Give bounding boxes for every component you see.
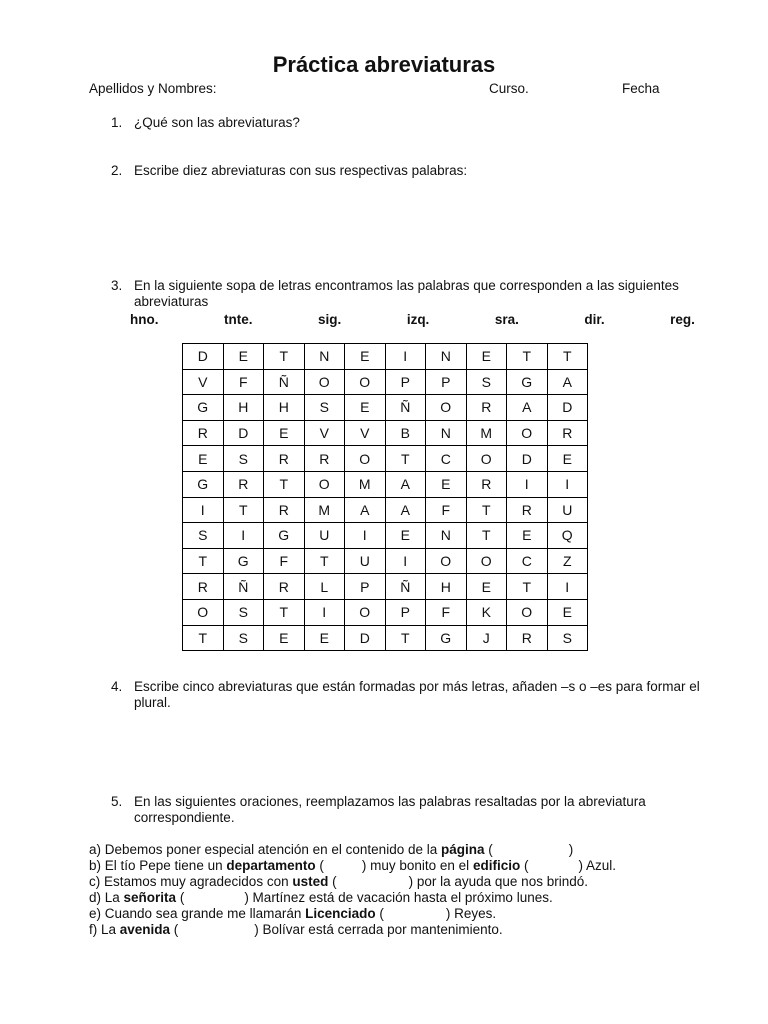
grid-row (183, 471, 588, 497)
grid-cell[interactable]: I (385, 548, 426, 574)
grid-cell[interactable]: N (426, 420, 467, 446)
grid-cell[interactable]: Q (547, 523, 588, 549)
grid-row (183, 625, 588, 651)
grid-cell[interactable]: O (345, 369, 386, 395)
grid-cell[interactable]: Z (547, 548, 588, 574)
abbreviation: sra. (494, 312, 519, 327)
grid-row (183, 446, 588, 472)
grid-cell[interactable]: R (547, 420, 588, 446)
grid-cell[interactable]: A (547, 369, 588, 395)
grid-cell[interactable]: A (345, 497, 386, 523)
grid-cell[interactable]: E (547, 599, 588, 625)
grid-cell[interactable]: G (223, 548, 264, 574)
grid-cell[interactable]: R (183, 574, 224, 600)
abbreviation: tnte. (224, 312, 253, 327)
highlighted-word: señorita (123, 890, 177, 905)
grid-cell[interactable]: G (183, 395, 224, 421)
grid-cell[interactable]: O (466, 446, 507, 472)
highlighted-word: Licenciado (305, 906, 376, 921)
grid-row (183, 574, 588, 600)
grid-cell[interactable]: I (507, 471, 548, 497)
grid-cell[interactable]: G (183, 471, 224, 497)
abbreviation-list (130, 312, 695, 327)
grid-row (183, 548, 588, 574)
grid-cell[interactable]: R (264, 497, 305, 523)
grid-cell[interactable]: T (264, 471, 305, 497)
grid-cell[interactable]: I (547, 471, 588, 497)
grid-cell[interactable]: H (264, 395, 305, 421)
grid-cell[interactable]: U (345, 548, 386, 574)
grid-cell[interactable]: F (223, 369, 264, 395)
question-text: En las siguientes oraciones, reemplazamos las palabras resaltadas por la abreviatura correspondiente. (134, 794, 646, 825)
grid-cell[interactable]: T (385, 446, 426, 472)
grid-cell[interactable]: T (385, 625, 426, 651)
grid-cell[interactable]: T (223, 497, 264, 523)
grid-cell[interactable]: S (223, 625, 264, 651)
grid-cell[interactable]: P (426, 369, 467, 395)
grid-cell[interactable]: J (466, 625, 507, 651)
grid-cell[interactable]: T (466, 497, 507, 523)
question-text: Escribe cinco abreviaturas que están formadas por más letras, añaden –s o –es para formar el plural. (134, 679, 700, 710)
grid-cell[interactable]: O (183, 599, 224, 625)
word-search-grid (182, 343, 588, 651)
course-label: Curso. (489, 81, 529, 96)
grid-cell[interactable]: M (466, 420, 507, 446)
highlighted-word: departamento (226, 858, 316, 873)
sentence-e: e) Cuando sea grande me llamarán Licenciado ( ) Reyes. (89, 906, 497, 921)
grid-cell[interactable]: E (183, 446, 224, 472)
grid-cell[interactable]: D (223, 420, 264, 446)
grid-cell[interactable]: N (426, 523, 467, 549)
grid-row (183, 523, 588, 549)
grid-cell[interactable]: E (547, 446, 588, 472)
grid-cell[interactable]: N (304, 344, 345, 370)
grid-cell[interactable]: T (304, 548, 345, 574)
grid-cell[interactable]: R (466, 395, 507, 421)
abbreviation: hno. (130, 312, 159, 327)
names-label: Apellidos y Nombres: (89, 81, 217, 96)
grid-cell[interactable]: E (345, 395, 386, 421)
grid-cell[interactable]: N (426, 344, 467, 370)
grid-cell[interactable]: O (466, 548, 507, 574)
grid-cell[interactable]: Ñ (223, 574, 264, 600)
grid-cell[interactable]: O (426, 395, 467, 421)
grid-cell[interactable]: R (264, 446, 305, 472)
question-number: 4. (111, 679, 123, 694)
grid-cell[interactable]: R (507, 625, 548, 651)
grid-cell[interactable]: I (223, 523, 264, 549)
highlighted-word: página (440, 842, 485, 857)
grid-cell[interactable]: T (183, 625, 224, 651)
highlighted-word: edificio (472, 858, 521, 873)
highlighted-word: usted (292, 874, 329, 889)
grid-cell[interactable]: T (507, 574, 548, 600)
grid-cell[interactable]: O (345, 446, 386, 472)
grid-cell[interactable]: T (183, 548, 224, 574)
question-number: 1. (111, 115, 123, 130)
grid-cell[interactable]: R (183, 420, 224, 446)
sentence-d: d) La señorita ( ) Martínez está de vacación hasta el próximo lunes. (89, 890, 553, 905)
grid-cell[interactable]: S (183, 523, 224, 549)
highlighted-word: avenida (119, 922, 171, 937)
grid-cell[interactable]: C (507, 548, 548, 574)
grid-cell[interactable]: R (223, 471, 264, 497)
abbreviation: reg. (670, 312, 695, 327)
grid-cell[interactable]: T (466, 523, 507, 549)
grid-cell[interactable]: I (385, 344, 426, 370)
sentence-c: c) Estamos muy agradecidos con usted ( ) por la ayuda que nos brindó. (89, 874, 588, 889)
grid-cell[interactable]: P (385, 599, 426, 625)
grid-cell[interactable]: T (507, 344, 548, 370)
grid-cell[interactable]: D (345, 625, 386, 651)
grid-cell[interactable]: I (547, 574, 588, 600)
grid-cell[interactable]: Ñ (385, 395, 426, 421)
grid-cell[interactable]: F (426, 599, 467, 625)
grid-cell[interactable]: O (507, 420, 548, 446)
grid-row (183, 369, 588, 395)
grid-cell[interactable]: E (264, 420, 305, 446)
grid-cell[interactable]: D (183, 344, 224, 370)
grid-cell[interactable]: E (385, 523, 426, 549)
grid-cell[interactable]: G (426, 625, 467, 651)
date-label: Fecha (622, 81, 660, 96)
grid-cell[interactable]: T (264, 599, 305, 625)
grid-cell[interactable]: G (264, 523, 305, 549)
grid-cell[interactable]: O (304, 369, 345, 395)
grid-cell[interactable]: E (426, 471, 467, 497)
sentence-f: f) La avenida ( ) Bolívar está cerrada por mantenimiento. (89, 922, 503, 937)
grid-cell[interactable]: S (223, 446, 264, 472)
grid-cell[interactable]: T (264, 344, 305, 370)
page-title: Práctica abreviaturas (272, 52, 496, 77)
grid-cell[interactable]: U (547, 497, 588, 523)
question-text: Escribe diez abreviaturas con sus respectivas palabras: (134, 163, 468, 178)
question-number: 5. (111, 794, 123, 809)
grid-cell[interactable]: D (547, 395, 588, 421)
grid-cell[interactable]: P (345, 574, 386, 600)
sentence-b: b) El tío Pepe tiene un departamento ( ) muy bonito en el edificio ( ) Azul. (89, 858, 616, 873)
grid-cell[interactable]: S (547, 625, 588, 651)
grid-cell[interactable]: H (426, 574, 467, 600)
grid-cell[interactable]: R (264, 574, 305, 600)
grid-cell[interactable]: P (385, 369, 426, 395)
grid-cell[interactable]: T (547, 344, 588, 370)
grid-cell[interactable]: M (304, 497, 345, 523)
grid-cell[interactable]: V (304, 420, 345, 446)
grid-cell[interactable]: F (426, 497, 467, 523)
grid-cell[interactable]: V (183, 369, 224, 395)
grid-cell[interactable]: S (466, 369, 507, 395)
grid-cell[interactable]: O (304, 471, 345, 497)
grid-row (183, 599, 588, 625)
grid-cell[interactable]: K (466, 599, 507, 625)
grid-cell[interactable]: H (223, 395, 264, 421)
grid-cell[interactable]: U (304, 523, 345, 549)
question-number: 2. (111, 163, 123, 178)
abbreviation: sig. (318, 312, 342, 327)
grid-cell[interactable]: E (507, 523, 548, 549)
question-number: 3. (111, 278, 123, 293)
grid-cell[interactable]: I (183, 497, 224, 523)
grid-cell[interactable]: E (304, 625, 345, 651)
grid-cell[interactable]: A (385, 497, 426, 523)
grid-cell[interactable]: O (507, 599, 548, 625)
grid-cell[interactable]: E (223, 344, 264, 370)
question-text: ¿Qué son las abreviaturas? (134, 115, 300, 130)
grid-cell[interactable]: I (345, 523, 386, 549)
grid-cell[interactable]: M (345, 471, 386, 497)
grid-cell[interactable]: Ñ (385, 574, 426, 600)
grid-row (183, 395, 588, 421)
grid-cell[interactable]: V (345, 420, 386, 446)
grid-cell[interactable]: R (304, 446, 345, 472)
grid-cell[interactable]: R (466, 471, 507, 497)
abbreviation: dir. (584, 312, 605, 327)
grid-cell[interactable]: Ñ (264, 369, 305, 395)
grid-row (183, 344, 588, 370)
grid-cell[interactable]: G (507, 369, 548, 395)
grid-cell[interactable]: D (507, 446, 548, 472)
question-text: En la siguiente sopa de letras encontramos las palabras que corresponden a las siguientes abreviaturas (134, 278, 679, 309)
grid-cell[interactable]: I (304, 599, 345, 625)
grid-cell[interactable]: F (264, 548, 305, 574)
sentence-a: a) Debemos poner especial atención en el contenido de la página ( ) (89, 842, 574, 857)
grid-cell[interactable]: O (426, 548, 467, 574)
grid-cell[interactable]: E (345, 344, 386, 370)
grid-cell[interactable]: S (223, 599, 264, 625)
grid-cell[interactable]: S (304, 395, 345, 421)
grid-row (183, 497, 588, 523)
grid-cell[interactable]: O (345, 599, 386, 625)
grid-cell[interactable]: L (304, 574, 345, 600)
grid-cell[interactable]: B (385, 420, 426, 446)
grid-cell[interactable]: A (507, 395, 548, 421)
grid-cell[interactable]: E (466, 344, 507, 370)
grid-cell[interactable]: C (426, 446, 467, 472)
abbreviation: izq. (406, 312, 430, 327)
grid-cell[interactable]: E (264, 625, 305, 651)
grid-cell[interactable]: A (385, 471, 426, 497)
grid-cell[interactable]: E (466, 574, 507, 600)
grid-cell[interactable]: R (507, 497, 548, 523)
grid-row (183, 420, 588, 446)
